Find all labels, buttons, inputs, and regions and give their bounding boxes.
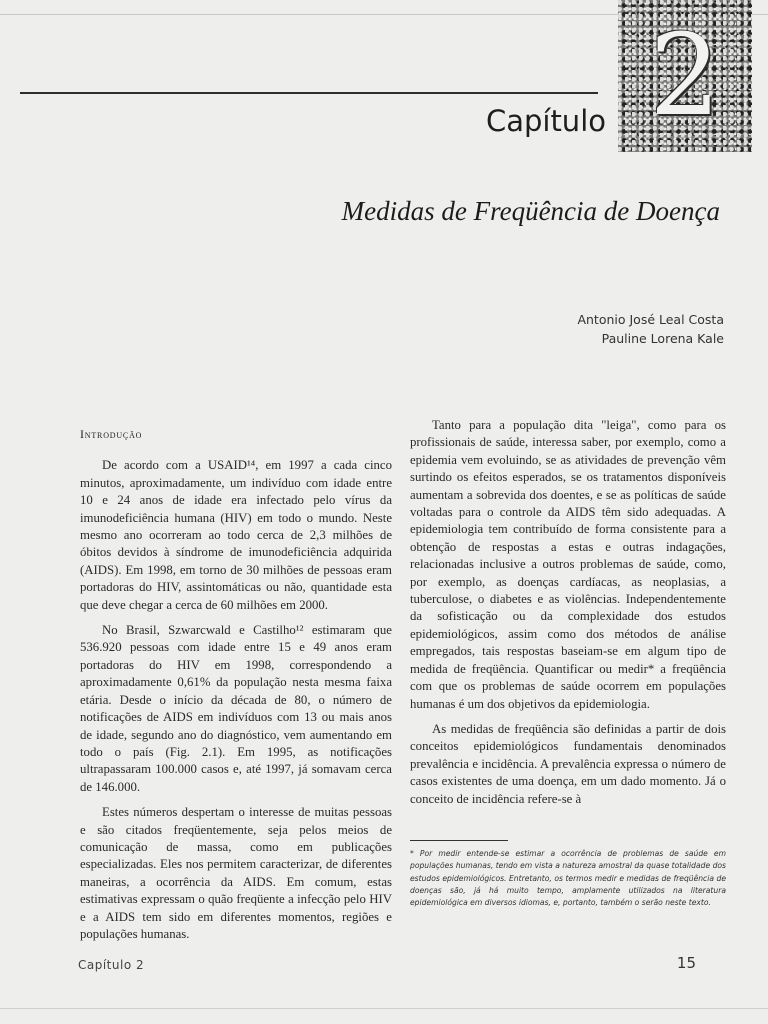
chapter-title: Medidas de Freqüência de Doença	[341, 196, 720, 226]
body-paragraph: No Brasil, Szwarcwald e Castilho¹² estimaram que 536.920 pessoas com idade entre 15 e 49 anos eram portadoras do HIV em 1998, correspondendo a aproximadamente 0,61% da população nesta mesma faixa etária. Desde o início da década de 80, o número de notificações de AIDS em indivíduos com 13 ou mais anos de idade, segundo ano do diagnóstico, vem aumentando em todo o país (Fig. 2.1). Em 1995, as notificações ultrapassaram 100.000 casos e, até 1997, já somavam cerca de 146.000.	[80, 623, 392, 794]
author-name: Antonio José Leal Costa	[577, 312, 724, 327]
author-list	[577, 310, 724, 348]
body-paragraph: As medidas de freqüência são definidas a partir de dois conceitos epidemiológicos fundamentais denominados prevalência e incidência. A prevalência expressa o número de casos existentes de uma doença, em um dado momento. Já o conceito de incidência refere-se à	[410, 721, 726, 806]
header-rule	[20, 92, 598, 94]
right-column	[410, 417, 726, 816]
left-column	[80, 416, 392, 951]
body-paragraph: Estes números despertam o interesse de muitas pessoas e são citados freqüentemente, seja pelos meios de comunicação de massa, como em publicações especializadas. Eles nos permitem caracterizar, de diferentes maneiras, a ocorrência da AIDS. Em comum, estas estimativas expressam o quão freqüente a infecção pelo HIV e a AIDS tem sido em diferentes momentos, regiões e populações humanas.	[80, 805, 392, 941]
chapter-number-badge	[618, 0, 752, 152]
body-paragraph: Tanto para a população dita "leiga", como para os profissionais de saúde, interessa saber, por exemplo, como a epidemia vem evoluindo, se as atividades de prevenção vêm surtindo os efeitos esperados, se os tratamentos disponíveis aumentam a sobrevida dos doentes, e se as políticas de saúde voltadas para o controle da AIDS têm sido adequadas. A epidemiologia tem contribuído de forma consistente para a obtenção de respostas a estas e outras indagações, relacionadas inclusive a outros problemas de saúde, como, por exemplo, as doenças cardíacas, as neoplasias, a tuberculose, o diabetes e as violências. Independentemente da sofisticação ou da complexidade dos estudos epidemiológicos, assim como dos métodos de análise empregados, tais respostas baseiam-se em algum tipo de medida de freqüência. Quantificar ou medir* a freqüência com que os problemas de saúde ocorrem em populações humanas é um dos objetivos da epidemiologia.	[410, 418, 726, 711]
chapter-label: Capítulo	[485, 104, 606, 138]
page-number: 15	[676, 954, 696, 972]
body-paragraph: De acordo com a USAID¹⁴, em 1997 a cada cinco minutos, aproximadamente, um indivíduo com idade entre 10 e 24 anos de idade era infectado pelo vírus da imunodeficiência humana (HIV) em todo o mundo. Neste mesmo ano ocorreram ao todo cerca de 2,3 milhões de óbitos devidos à síndrome de imunodeficiência adquirida (AIDS). Em 1998, em torno de 30 milhões de pessoas eram portadoras do HIV, assintomáticas ou não, quantidade esta que deve chegar a cerca de 60 milhões em 2000.	[80, 458, 392, 612]
chapter-number: 2	[649, 11, 721, 141]
section-heading: Introdução	[80, 427, 143, 441]
footnote: * Por medir entende-se estimar a ocorrência de problemas de saúde em populações humanas, tendo em vista a natureza amostral da quase totalidade dos estudos epidemiológicos. Entretanto, os termos medir e medidas de freqüência de doenças são, já há muito tempo, amplamente utilizados na literatura epidemiológica em diversos idiomas, e, portanto, também o serão neste texto.	[410, 849, 726, 908]
bottom-rule	[0, 1008, 768, 1009]
footnote-rule	[410, 840, 508, 841]
running-head: Capítulo 2	[78, 958, 145, 972]
author-name: Pauline Lorena Kale	[601, 331, 724, 346]
